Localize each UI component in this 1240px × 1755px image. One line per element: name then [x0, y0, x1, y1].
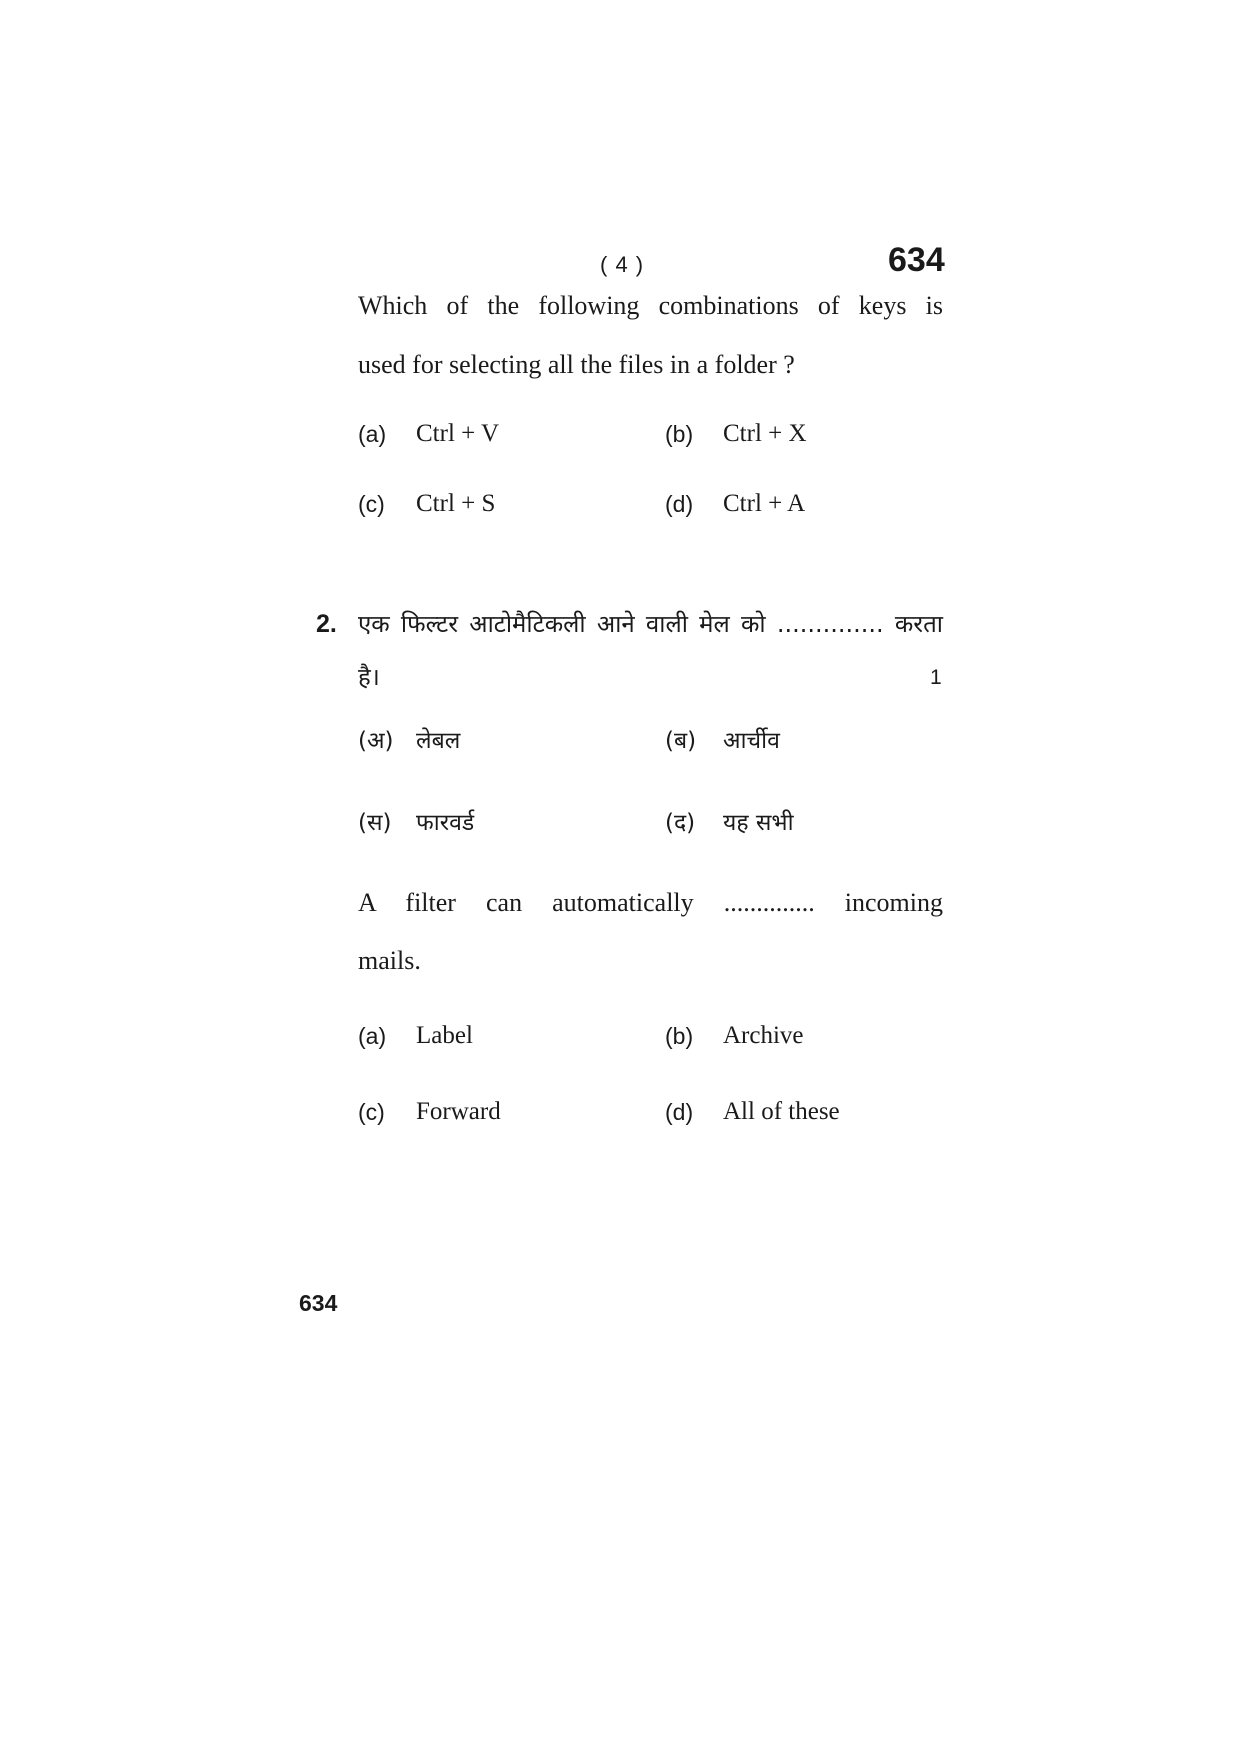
option-text: Forward	[416, 1098, 501, 1125]
option-label: (अ)	[358, 728, 394, 754]
paper-code-header: 634	[888, 241, 945, 279]
page-number: ( 4 )	[600, 252, 645, 277]
option-label: (a)	[358, 1023, 387, 1049]
option-text: Ctrl + A	[723, 490, 806, 517]
question-2-english-line-2: mails.	[358, 946, 421, 975]
option-label: (d)	[665, 1099, 694, 1125]
option-label: (स)	[358, 810, 392, 836]
option-label: (c)	[358, 491, 385, 517]
option-label: (द)	[665, 810, 696, 836]
option-text: Label	[416, 1022, 473, 1049]
option-label: (c)	[358, 1099, 385, 1125]
option-text: Ctrl + V	[416, 420, 500, 447]
option-text: यह सभी	[723, 810, 794, 836]
option-label: (b)	[665, 421, 694, 447]
option-text: आर्चीव	[723, 728, 780, 754]
option-label: (ब)	[665, 728, 697, 754]
option-text: All of these	[723, 1098, 840, 1125]
option-text: फारवर्ड	[416, 810, 475, 836]
paper-code-footer: 634	[299, 1290, 338, 1316]
question-2-marks: 1	[930, 666, 942, 689]
option-label: (d)	[665, 491, 694, 517]
question-2-english-line-1: A filter can automatically .............. incoming	[358, 888, 943, 917]
option-label: (a)	[358, 421, 387, 447]
option-text: Archive	[723, 1022, 804, 1049]
option-label: (b)	[665, 1023, 694, 1049]
option-text: Ctrl + S	[416, 490, 496, 517]
option-text: Ctrl + X	[723, 420, 807, 447]
question-1-text-line-2: used for selecting all the files in a folder ?	[358, 350, 795, 379]
option-text: लेबल	[416, 728, 461, 754]
question-2-hindi-line-1: एक फिल्टर आटोमैटिकली आने वाली मेल को .............. करता	[358, 610, 943, 638]
question-2-hindi-line-2: है।	[358, 663, 380, 691]
question-2-number: 2.	[316, 610, 337, 638]
question-1-text-line-1: Which of the following combinations of keys is	[358, 291, 943, 320]
